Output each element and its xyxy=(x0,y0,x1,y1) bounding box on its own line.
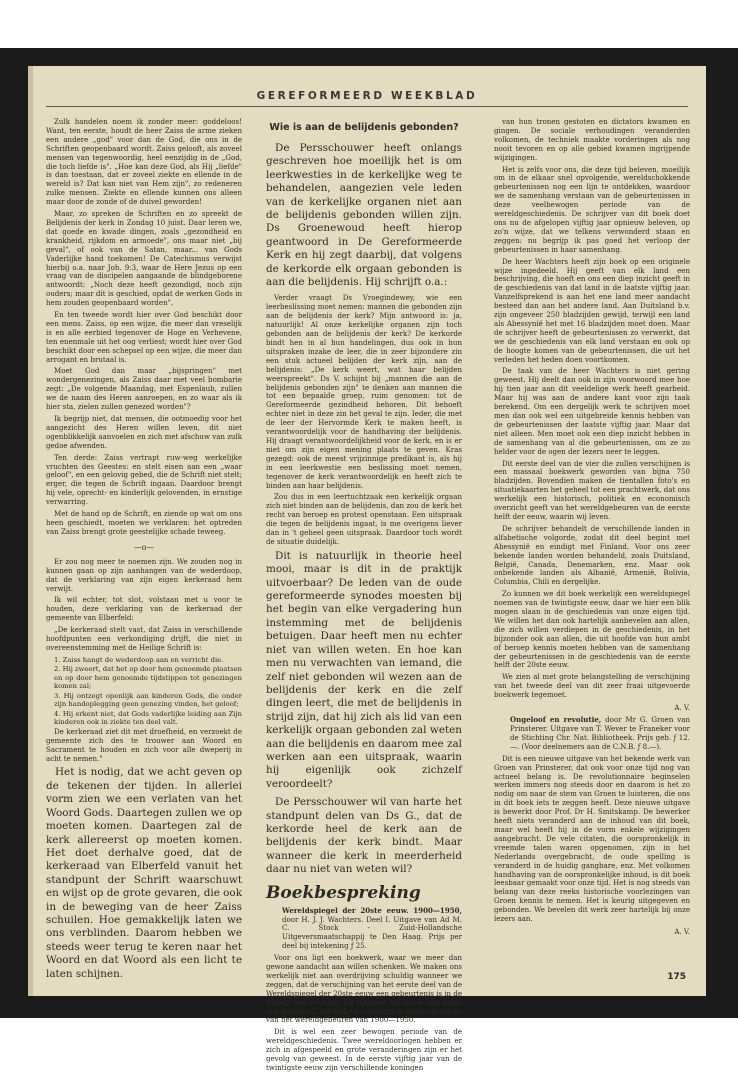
page-scan xyxy=(0,48,738,1072)
large-paragraph: De Persschouwer wil van harte het standpunt delen van Ds G., dat de kerkorde heel de kerk aan de belijdenis der kerk bindt. Maar wanneer die kerk in meerderheid daar nu niet van weten wil? xyxy=(266,796,462,876)
quote-paragraph: Zou dus in een leertuchtzaak een kerkelijk orgaan zich niet binden aan de belijdenis, dan zou de kerk het recht van beroep en protest openstaan. Een uitspraak die tegen de belijdenis ingaat, is me overigens liever dan in 't geheel geen uitspraak. Daardoor toch wordt de situatie duidelijk. xyxy=(266,492,462,546)
paragraph: En ten tweede wordt hier over God beschikt door een mens. Zaiss, op een wijze, die meer dan vreselijk is en alle eerbied tegenover de Hoge en Verhevene, ten enenmale uit het oog verliest; wordt hier over God beschikt door een schepsel op een wijze, die meer dan arrogant en brutaal is. xyxy=(46,310,242,364)
paragraph: Moet God dan maar „bijspringen" met wondergenezingen, als Zaiss daar met veel bombarie zegt: „De volgende Maandag, met Espenlaub, zullen we de naam des Heren aanroepen, en zo waar als ik hier sta, zielen zullen genezed worden"? xyxy=(46,366,242,412)
list-item: 2. Hij zweert, dat het op door hem genoemde plaatsen en op door hem genoemde tijdstippen tot genezingen komen zal; xyxy=(54,665,242,691)
magazine-page xyxy=(28,66,706,1072)
book-reference xyxy=(266,907,462,952)
list-item: 3. Hij ontzegt openlijk aan kinderen Gods, die onder zijn handoplegging geen genezing vinden, het geloof; xyxy=(54,691,242,709)
paragraph: Ik begrijp niet, dat mensen, die ootmoedig voor het aangezicht des Heren willen leven, dit niet ogenblikkelijk aanvoelen en zich met afschuw van zulk gedoe afwenden. xyxy=(46,414,242,450)
paragraph: Ten derde: Zaiss vertrapt ruw-weg werkelijke vruchten des Geestes: en stelt eisen aan een „waar geloof", en een gelovig gebed, die de Schrift niet stelt; erger, die tegen de Schrift ingaan. Daardoor brengt hij vele, oprecht- en kinderlijk gelovenden, in ernstige verwarring. xyxy=(46,452,242,507)
column-middle xyxy=(266,118,462,1072)
book-details: door Mr G. Groen van Prinsterer. Uitgave van T. Wever te Franeker voor de Stichting Chr. Nat. Bibliotheek. Prijs geb. ƒ 12.—. (Voor deelnemers aan de C.N.B. ƒ 8.—). xyxy=(510,715,690,751)
page-header xyxy=(46,84,688,107)
paragraph: Voor ons ligt een boekwerk, waar we meer dan gewone aandacht aan willen schenken. We maken ons werkelijk niet aan overdrijving schuldig wanneer we zeggen, dat de verschijning van het eerste deel van de Wereldspiegel der 20ste eeuw een gebeurtenis is in de wereld van het boek. De schrijver wil ons in vier delen een historisch, politiek en economisch overzicht geven van het wereldgebeuren van 1900—1950. xyxy=(266,953,462,1025)
large-paragraph: De Persschouwer heeft onlangs geschreven hoe moeilijk het is om leerkwesties in de kerkelijke weg te behandelen, aangezien vele leden van de kerkelijke organen niet aan de belijdenis gebonden willen zijn. Ds Groenewoud heeft hierop geantwoord in De Gereformeerde Kerk en hij zegt daarbij, dat volgens de kerkorde elk orgaan gebonden is aan die belijdenis. Hij schrijft o.a.: xyxy=(266,142,462,289)
book-title: Ongeloof en revolutie, xyxy=(510,715,602,725)
quote-paragraph: De kerkeraad ziet dit met droefheid, en verzoekt de gemeente zich des te trouwer aan Woord en Sacrament te houden en zich voor alle dweperij in acht te nemen." xyxy=(46,726,242,763)
paragraph: Dit is wel een zeer bewogen periode van de wereldgeschiedenis. Twee wereldoorlogen hebben er zich in afgespeeld en grote veranderingen zijn er het gevolg van geweest. In de eerste vijftig jaar van de twintigste eeuw zijn verschillende koningen xyxy=(266,1027,462,1072)
author-signature: A. V. xyxy=(674,703,690,713)
large-paragraph: Dit is natuurlijk in theorie heel mooi, maar is dit in de praktijk uitvoerbaar? De leden van de oude gereformeerde synodes moesten bij het begin van elke vergadering hun instemming met de belijdenis betuigen. Daar heeft men nu echter niet van willen weten. En hoe kan men nu verwachten van iemand, die zelf niet gebonden wil wezen aan de belijdenis der kerk en die zelf dingen leert, die met de belijdenis in strijd zijn, dat hij zich als lid van een kerkelijk orgaan gebonden zal weten aan die belijdenis en daarom mee zal werken aan een uitspraak, waarin hij eigenlijk ook zichzelf veroordeelt? xyxy=(266,549,462,790)
paragraph: Ik wil echter, tot slot, volstaan met u voor te houden, deze verklaring van de kerkeraad der gemeente van Elberfeld: xyxy=(46,595,242,623)
quote-paragraph: „De kerkeraad stelt vast, dat Zaiss in verschillende hoofdpunten een verkondiging drijft, die niet in overeenstemming met de Heilige Schrift is: xyxy=(46,625,242,652)
large-paragraph: Het is nodig, dat we acht geven op de tekenen der tijden. In allerlei vorm zien we een verlaten van het Woord Gods. Daartegen zullen we op moeten komen. Daartegen zal de kerk allereerst op moeten komen. Het doet derhalve goed, dat de kerkeraad van Elberfeld vanuit het standpunt der Schrift waarschuwt en wijst op de grote gevaren, die ook in de beweging van de heer Zaiss schuilen. Hoe gemakkelijk laten we ons verblinden. Daarom hebben we steeds weer terug te keren naar het Woord en dat Woord als een licht te laten schijnen. xyxy=(46,766,242,980)
paragraph: Dit eerste deel van de vier die zullen verschijnen is een massaal boekwerk geworden van bijna 750 bladzijden. Bovendien maken de tientallen foto's en situatiekaarten het geheel tot een prachtwerk, dat ons werkelijk een historisch, politiek en economisch overzicht geeft van het wereldgebeuren van de eerste helft der eeuw, waarin wij leven. xyxy=(494,458,690,521)
page-spine-shadow xyxy=(28,66,33,996)
article-heading: Wie is aan de belijdenis gebonden? xyxy=(269,122,459,133)
list-item: 4. Hij erkent niet, dat Gods vaderlijke leiding aan Zijn kinderen ook in ziekte ten deel valt. xyxy=(54,709,242,727)
paragraph: Met de hand op de Schrift, en ziende op wat om ons heen geschiedt, moeten we verklaren: het optreden van Zaiss brengt grote geestelijke schade teweeg. xyxy=(46,509,242,536)
paragraph: We zien al met grote belangstelling de verschijning van het tweede deel van dit zeer fraai uitgevoerde boekwerk tegemoet. xyxy=(494,672,690,700)
column-right xyxy=(494,118,690,970)
paragraph: Er zou nog meer te noemen zijn. We zouden nog in kunnen gaan op zijn aanhangen van de wederdoop, dat de verklaring van zijn eigen kerkeraad hem verwijt. xyxy=(46,556,242,593)
paragraph: Dit is een nieuwe uitgave van het bekende werk van Groen van Prinsterer, dat ook voor onze tijd nog van actueel belang is. De revolutionnaire beginselen werken immers nog steeds door en daarom is het zo nodig om naar de stem van Groen te luisteren, die ons in dit boek iets te zeggen heeft. Deze nieuwe uitgave is bewerkt door Prof. Dr H. Smitskamp. De bewerker heeft niets veranderd aan de inhoud van dit boek, maar wel heeft hij in de vorm enkele wijzigingen aangebracht. De vele citaten, die oorspronkelijk in vreemde talen waren opgenomen, zijn in het Nederlands overgebracht, de oude spelling is veranderd in de huidig gangbare, enz. Met volkomen handhaving van de oorspronkelijke inhoud, is dit boek leesbaar gemaakt voor onze tijd. Het is nog steeds van belang van deze reeks historische voorlezingen van Groen kennis te nemen. Het is keurig uitgegeven en gebonden. We bevelen dit werk zeer hartelijk bij onze lezers aan. xyxy=(494,753,690,924)
paragraph: De taak van de heer Wachters is niet gering geweest. Hij deelt dan ook in zijn voorwoord mee hoe hij tien jaar aan dit veeldelige werk heeft gearbeid. Maar hij was aan de andere kant voor zijn taak berekend. Om een dergelijk werk te schrijven moet men dan ook wel een uitgebreide kennis hebben van de gebeurtenissen der laatste vijftig jaar. Maar dat niet alleen. Men moet ook een diep inzicht hebben in de samenhang van al die gebeurtenissen, om ze zo helder voor de ogen der lezers neer te leggen. xyxy=(494,366,690,456)
paragraph: Maar, zo spreken de Schriften en zo spreekt de Belijdenis der kerk in Zondag 10 juist. Daar leren we, dat goede en kwade dingen, zoals „gezondheid en krankheid, rijkdom en armoede", ons maar niet „bij geval", of ook van de Satan, maar... van Gods Vaderlijke hand toekomen! De Catechismus verwijst hierbij o.a. naar Joh. 9:3, waar de Here Jezus op een vraag van de discipelen aangaande de blindgeborene antwoordt: „Noch deze heeft gezondigd, noch zijn ouders; maar dit is geschied, opdat de werken Gods in hem zouden geopenbaard worden". xyxy=(46,209,242,308)
paragraph: Zo kunnen we dit boek werkelijk een wereldspiegel noemen van de twintigste eeuw, daar we hier een blik mogen slaan in de geschiedenis van onze eigen tijd. We willen het dan ook hartelijk aanbevelen aan allen, die zich willen verdiepen in de geschiedenis, in het bijzonder ook aan allen, die uit hoofde van hun ambt of beroep kennis moeten hebben van de samenhang der gebeurtenissen in de geschiedenis van de eerste helft der 20ste eeuw. xyxy=(494,589,690,670)
paragraph: De schrijver behandelt de verschillende landen in alfabetische volgorde, zodat dit deel begint met Abessynië en eindigt met Finland. Voor ons zeer bekende landen worden behandeld, zoals Duitsland, België, Canada, Denemarken, enz. Maar ook onbekende landen als Albanië, Armenië, Bolivia, Columbia, Chili en dergelijke. xyxy=(494,523,690,587)
paragraph: Zulk handelen noem ik zonder meer: goddeloos! Want, ten eerste, houdt de heer Zaiss de arme zieken een andere „god" voor dan de God, die ons in de Schriften geopenbaard wordt. Zaiss gelooft, als zoveel mensen van tegenwoordig, heel eenzijdig in de „God, die toch liefde is". „Hoe kan deze God, als Hij „liefde" is dan toestaan, dat er zoveel ziekte en ellende in de wereld is? Dat kan niet van Hem zijn", zo redeneren zulke mensen. Ziekte en ellende kunnen ons alleen maar door de zonde of de duivel geworden! xyxy=(46,117,242,207)
publication-title: GEREFORMEERD WEEKBLAD xyxy=(256,90,478,102)
list-item: 1. Zaiss hangt de wederdoop aan en verricht die. xyxy=(54,655,224,664)
book-title: Wereldspiegel der 20ste eeuw. 1900—1950, xyxy=(282,905,462,915)
quote-paragraph: Verder vraagt Ds Vroegindewey, wie een leerbeslissing moet nemen: mannen die gebonden zijn aan de belijdenis der kerk? Mijn antwoord is: ja, natuurlijk! Al onze kerkelijke organen zijn toch gebonden aan de belijdenis der kerk? De kerkorde bindt hen in al hun handelingen, dus ook in hun uitspraken inzake de leer, die in zeer bijzondere zin een stuk actueel belijden der kerk zijn, aan de belijdenis: „De kerk weert, wat haar belijden weerspreekt". Ds V. schijnt bij „mannen die aan de belijdenis gebonden zijn" te denken aan mannen die tot een bepaalde groep, ruim genomen: tot de Gereformeerde gezindheid behoren. Dit behoeft echter niet in deze zin het geval te zijn. Ieder, die met de leer der Hervormde Kerk te maken heeft, is verantwoordelijk voor de handhaving der belijdenis. Hij draagt verantwoordelijkheid voor de kerk, en is er niet om zijn eigen mening plaats te geven. Kras gezegd: ook de meest vrijzinnige predikant is, als hij in een leerkwestie een beslissing moet nemen, tegenover de kerk verantwoordelijk en heeft zich te binden aan haar belijdenis. xyxy=(266,293,462,490)
author-signature: A. V. xyxy=(674,926,690,936)
column-left xyxy=(46,117,242,980)
section-heading-book-review: Boekbespreking xyxy=(266,882,421,903)
paragraph: van hun tronen gestoten en dictators kwamen en gingen. De sociale verhoudingen veranderden volkomen, de techniek maakte vorderingen als nog nooit tevoren en op alle gebied kwamen ingrijpende wijzigingen. xyxy=(494,117,690,162)
book-reference xyxy=(494,716,690,752)
page-number: 175 xyxy=(667,972,686,982)
paragraph: De heer Wachters heeft zijn boek op een originele wijze ingedeeld. Hij geeft van elk land een beschrijving, die hoeft en ons een diep inzicht geeft in de geschiedenis van dat land in de laatste vijftig jaar. Vanzelfsprekend is aan het ene land meer aandacht besteed dan aan het andere land. Aan Duitsland b.v. zijn ongeveer 250 bladzijden gewijd, terwijl een land als Abessynië het met 16 bladzijden moet doen. Maar de schrijver heeft de gebeurtenissen zo verwerkt, dat we de geschiedenis van elk land verstaan en ook op de hoogte komen van de gebeurtenissen, die uit het verleden het heden doen voortkomen. xyxy=(494,256,690,364)
section-separator: —o— xyxy=(133,542,155,552)
paragraph: Het is zelfs voor ons, die deze tijd beleven, moeilijk om in de elkaar snel opvolgende, wereldschokkende gebeurtenissen nog een lijn te ontdekken, waardoor we de samenhang verstaan van de gebeurtenissen in deze veelbewogen periode van de wereldgeschiedenis. De schrijver van dit boek doet ons nu de afgelopen vijftig jaar opnieuw beleven, op zo'n wijze, dat we telkens verwonderd staan en zeggen: nu begrijp ik pas goed het verloop der gebeurtenissen in haar samenhang. xyxy=(494,164,690,254)
book-details: door H. J. J. Wachters. Deel I. Uitgave van Ad M. C. Stock - Zuid-Hollandsche Uitgeversmaatschappij te Den Haag. Prijs per deel bij intekening ƒ 25. xyxy=(282,914,462,951)
